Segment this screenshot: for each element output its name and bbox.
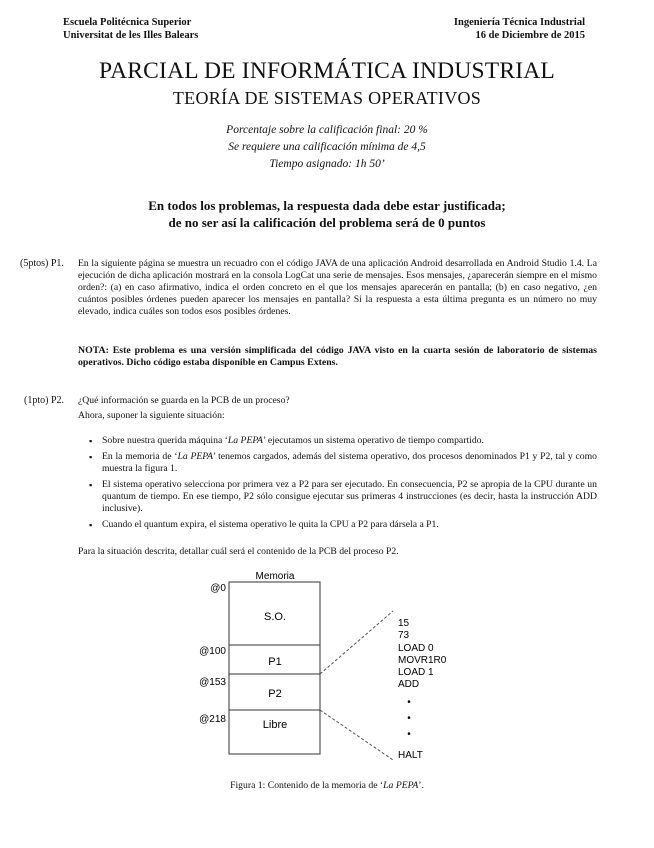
p2-instr-halt: HALT: [398, 750, 423, 761]
memory-diagram: [0, 560, 654, 770]
p2-word-1: 15: [398, 618, 410, 629]
problem-1-text: En la siguiente página se muestra un recuadro con el código JAVA de una aplicación Android desarrollada en Android Studio 1.4. La ejecución de dicha aplicación mostrará en la consola LogCat una serie de mensajes. Esos mensajes, ¿aparecerán siempre en el mismo orden?: (a) en caso afirmativo, indica el orden concreto en el que los mensajes aparecerán en pantalla; (b) en caso negativo, ¿en cuántos posibles órdenes pueden aparecer los mensajes en pantalla? Si la respuesta a esta última pregunta es un número no muy elevado, indica cuáles son todos esos posibles órdenes.: [78, 258, 597, 318]
zoom-line-bottom: [320, 710, 393, 760]
situation-list: [88, 435, 597, 535]
problem-2-question: ¿Qué información se guarda en la PCB de un proceso?: [78, 395, 290, 406]
exam-subtitle: TEORÍA DE SISTEMAS OPERATIVOS: [172, 88, 482, 108]
zoom-line-top: [320, 611, 393, 674]
exam-title: PARCIAL DE INFORMÁTICA INDUSTRIAL: [99, 58, 555, 84]
list-item: ▪ En la memoria de ‘La PEPA’ tenemos cargados, además del sistema operativo, dos procesos denominados P1 y P2, tal y como muestra la figura 1.: [88, 451, 597, 475]
address-100: @100: [199, 646, 226, 657]
problem-2-points: (1pto) P2.: [24, 395, 64, 406]
university-name: Universitat de les Illes Balears: [63, 30, 199, 41]
degree-name: Ingeniería Técnica Industrial: [453, 17, 585, 28]
p2-instr-add: ADD: [398, 679, 420, 690]
ellipsis-dot: •: [407, 729, 411, 740]
header-left: [63, 16, 198, 42]
p2-contents: [398, 618, 447, 761]
address-0: @0: [210, 583, 226, 594]
list-item: ▪ Sobre nuestra querida máquina ‘La PEPA’ ejecutamos un sistema operativo de tiempo compartido.: [88, 435, 597, 447]
header-right: [454, 16, 585, 42]
problem-1-points: (5ptos) P1.: [20, 258, 64, 269]
info-minimum: Se requiere una calificación mínima de 4,5: [228, 141, 426, 153]
p2-word-2: 73: [398, 630, 410, 641]
block-so: S.O.: [263, 611, 287, 623]
problem-2-closing: Para la situación descrita, detallar cuál será el contenido de la PCB del proceso P2.: [78, 546, 399, 557]
problem-1-note: NOTA: Este problema es una versión simplificada del código JAVA visto en la cuarta sesión de laboratorio de sistemas operativos. Dicho código estaba disponible en Campus Extens.: [78, 345, 597, 369]
memory-label: Memoria: [255, 571, 295, 582]
p2-instr-load0: LOAD 0: [398, 643, 434, 654]
info-time: Tiempo asignado: 1h 50’: [269, 158, 385, 170]
ellipsis-dot: •: [407, 713, 411, 724]
figure-caption: Figura 1: Contenido de la memoria de ‘La PEPA’.: [230, 780, 424, 791]
address-153: @153: [199, 677, 226, 688]
block-p2: P2: [268, 688, 282, 700]
warning-line-1: En todos los problemas, la respuesta dada debe estar justificada;: [148, 198, 506, 213]
exam-date: 16 de Diciembre de 2015: [475, 30, 585, 41]
address-218: @218: [199, 714, 226, 725]
ellipsis-dot: •: [407, 697, 411, 708]
warning-line-2: de no ser así la calificación del problema será de 0 puntos: [168, 215, 486, 230]
p2-instr-movr1r0: MOVR1R0: [398, 655, 447, 666]
block-libre: Libre: [262, 719, 288, 731]
info-percentage: Porcentaje sobre la calificación final: 20 %: [226, 124, 428, 136]
p2-instr-load1: LOAD 1: [398, 667, 434, 678]
problem-2-intro: Ahora, suponer la siguiente situación:: [78, 410, 225, 421]
school-name: Escuela Politécnica Superior: [63, 17, 192, 28]
list-item: ▪ El sistema operativo selecciona por primera vez a P2 para ser ejecutado. En consecuencia, P2 se apropia de la CPU durante un quantum de tiempo. En ese tiempo, P2 sólo consigue ejecutar sus primeras 4 instrucciones (es decir, hasta la instrucción ADD inclusive).: [88, 479, 597, 515]
block-p1: P1: [268, 656, 282, 668]
list-item: ▪ Cuando el quantum expira, el sistema operativo le quita la CPU a P2 para dársela a P1.: [88, 519, 597, 531]
